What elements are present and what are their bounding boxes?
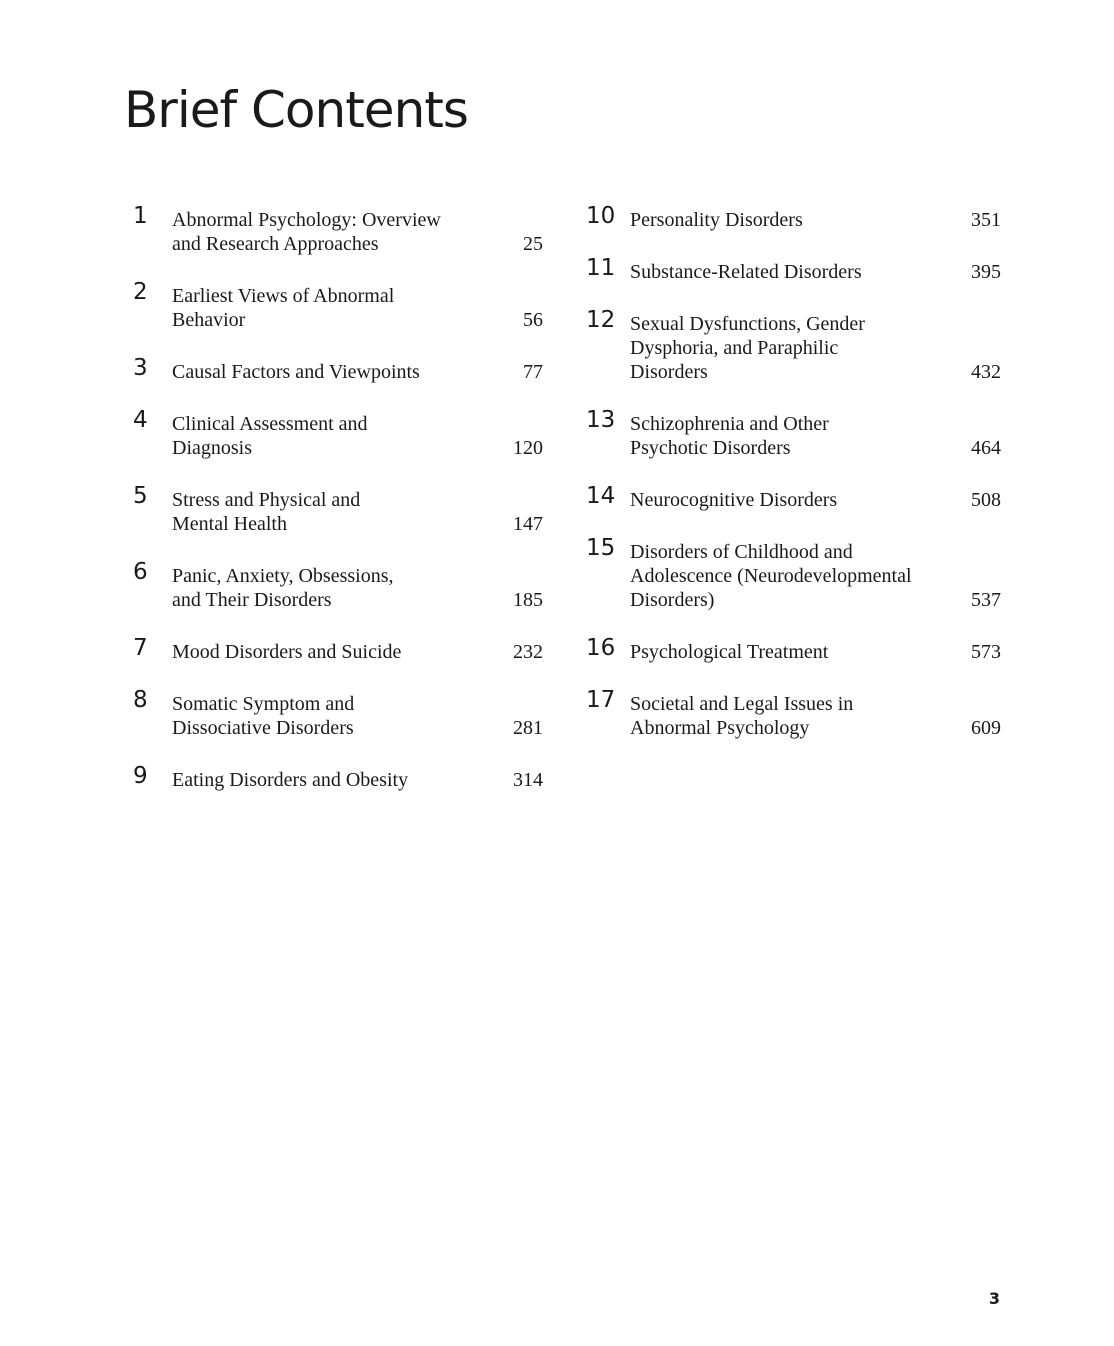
chapter-title: Clinical Assessment and Diagnosis	[172, 413, 368, 459]
chapter-page: 573	[971, 641, 1001, 663]
toc-entry[interactable]	[586, 483, 1001, 512]
chapter-title: Stress and Physical and Mental Health	[172, 489, 361, 535]
chapter-number: 15	[586, 535, 616, 561]
toc-entry[interactable]	[586, 535, 1001, 612]
chapter-page: 314	[513, 769, 543, 791]
chapter-page: 395	[971, 261, 1001, 283]
chapter-number: 13	[586, 407, 616, 433]
chapter-number: 2	[133, 279, 148, 305]
toc-entry[interactable]	[133, 203, 543, 256]
chapter-page: 537	[971, 589, 1001, 611]
chapter-number: 6	[133, 559, 148, 585]
chapter-title: Disorders of Childhood and Adolescence (Neurodevelopmental Disorders)	[630, 541, 912, 611]
chapter-title: Causal Factors and Viewpoints	[172, 361, 420, 383]
chapter-page: 432	[971, 361, 1001, 383]
chapter-title: Schizophrenia and Other Psychotic Disorders	[630, 413, 829, 459]
chapter-title: Somatic Symptom and Dissociative Disorders	[172, 693, 355, 739]
chapter-title: Panic, Anxiety, Obsessions, and Their Disorders	[172, 565, 394, 611]
toc-entry[interactable]	[586, 687, 1001, 740]
chapter-number: 17	[586, 687, 616, 713]
chapter-title: Psychological Treatment	[630, 641, 829, 663]
toc-entry[interactable]	[133, 483, 543, 536]
chapter-title: Substance-Related Disorders	[630, 261, 862, 283]
chapter-page: 120	[513, 437, 543, 459]
chapter-number: 11	[586, 255, 616, 281]
chapter-page: 147	[513, 513, 543, 535]
toc-entry[interactable]	[133, 635, 543, 664]
toc-entry[interactable]	[586, 255, 1001, 284]
toc-entry[interactable]	[586, 635, 1001, 664]
chapter-page: 77	[523, 361, 543, 383]
chapter-number: 8	[133, 687, 148, 713]
chapter-title: Mood Disorders and Suicide	[172, 641, 402, 663]
chapter-number: 1	[133, 203, 148, 229]
chapter-page: 281	[513, 717, 543, 739]
chapter-page: 185	[513, 589, 543, 611]
chapter-number: 4	[133, 407, 148, 433]
toc-entry[interactable]	[586, 203, 1001, 232]
chapter-page: 609	[971, 717, 1001, 739]
page-number: 3	[988, 1289, 1000, 1308]
chapter-title: Neurocognitive Disorders	[630, 489, 838, 511]
chapter-number: 16	[586, 635, 616, 661]
chapter-number: 9	[133, 763, 148, 789]
toc-right-column	[586, 203, 1001, 763]
chapter-number: 5	[133, 483, 148, 509]
toc-entry[interactable]	[586, 407, 1001, 460]
chapter-page: 351	[971, 209, 1001, 231]
toc-entry[interactable]	[133, 279, 543, 332]
chapter-title: Societal and Legal Issues in Abnormal Psychology	[630, 693, 854, 739]
toc-entry[interactable]	[133, 407, 543, 460]
chapter-number: 14	[586, 483, 616, 509]
chapter-title: Abnormal Psychology: Overview and Research Approaches	[172, 209, 441, 255]
toc-entry[interactable]	[133, 763, 543, 792]
toc-entry[interactable]	[586, 307, 1001, 384]
toc-entry[interactable]	[133, 559, 543, 612]
chapter-page: 56	[523, 309, 543, 331]
chapter-title: Eating Disorders and Obesity	[172, 769, 409, 791]
chapter-page: 508	[971, 489, 1001, 511]
chapter-page: 464	[971, 437, 1001, 459]
page-title: Brief Contents	[124, 81, 468, 139]
chapter-title: Earliest Views of Abnormal Behavior	[172, 285, 395, 331]
chapter-number: 3	[133, 355, 148, 381]
chapter-number: 10	[586, 203, 616, 229]
chapter-title: Personality Disorders	[630, 209, 803, 231]
chapter-page: 232	[513, 641, 543, 663]
toc-entry[interactable]	[133, 687, 543, 740]
chapter-title: Sexual Dysfunctions, Gender Dysphoria, and Paraphilic Disorders	[630, 313, 865, 383]
toc-left-column	[133, 203, 543, 815]
chapter-number: 12	[586, 307, 616, 333]
toc-entry[interactable]	[133, 355, 543, 384]
chapter-number: 7	[133, 635, 148, 661]
chapter-page: 25	[523, 233, 543, 255]
